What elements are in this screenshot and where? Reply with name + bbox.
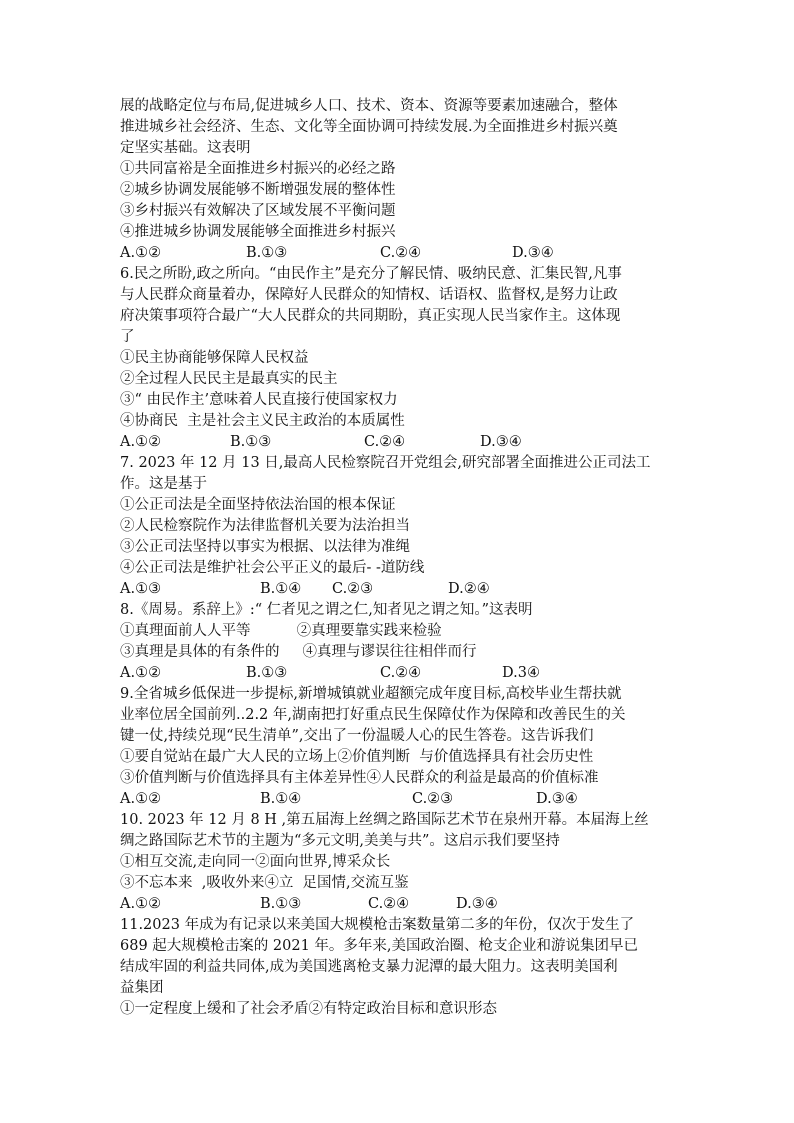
option-d: D.③④ [536, 791, 578, 807]
statement-row: ①相互交流,走向同一②面向世界,博采众长 [120, 854, 391, 870]
option-b: B.①④ [260, 581, 302, 597]
question-7-line: 7. 2023 年 12 月 13 日,最高人民检察院召开党组会,研究部署全面推进公正司法工 [120, 455, 651, 471]
statement-1: ①共同富裕是全面推进乡村振兴的必经之路 [120, 161, 396, 177]
option-a: A.①② [120, 896, 162, 912]
option-a: A.①③ [120, 581, 162, 597]
statement-2: ②人民检察院作为法律监督机关要为法治担当 [120, 518, 410, 534]
statement-2: ②城乡协调发展能够不断增强发展的整体性 [120, 182, 396, 198]
statement-1: ①公正司法是全面坚持依法治国的根本保证 [120, 497, 396, 513]
answer-options [120, 663, 680, 683]
answer-options [120, 579, 680, 599]
statement-1: ①民主协商能够保障人民权益 [120, 350, 309, 366]
statement-row: ③价值判断与价值选择具有主体差异性④人民群众的利益是最高的价值标准 [120, 770, 599, 786]
statement-row: ①要自觉站在最广大人民的立场上②价值判断 与价值选择具有社会历史性 [120, 749, 594, 765]
option-b: B.①④ [260, 791, 302, 807]
option-d: D.③④ [512, 245, 554, 261]
option-c: C.②③ [412, 791, 454, 807]
answer-options [120, 789, 680, 809]
option-b: B.①③ [246, 245, 288, 261]
option-d: D.③④ [480, 434, 522, 450]
question-6-line: 府决策事项符合最广“大人民群众的共同期盼，真正实现人民当家作主。这体现 [120, 308, 621, 324]
statement-row: ①真理面前人人平等 ②真理要靠实践来检验 [120, 623, 442, 639]
question-7-line: 作。这是基于 [120, 476, 207, 492]
statement-3: ③公正司法坚持以事实为根据、以法律为准绳 [120, 539, 410, 555]
question-11-line: 11.2023 年成为有记录以来美国大规模枪击案数量第二多的年份，仅次于发生了 [120, 917, 635, 933]
option-a: A.①② [120, 245, 162, 261]
statement-row: ③真理是具体的有条件的 ④真理与谬误往往相伴而行 [120, 644, 477, 660]
option-c: C.②④ [380, 245, 422, 261]
option-c: C.②③ [332, 581, 374, 597]
option-d: D.③④ [456, 896, 498, 912]
statement-2: ②全过程人民民主是最真实的民主 [120, 371, 338, 387]
question-10-line: 绸之路国际艺术节的主题为“多元文明,美美与共”。这启示我们要坚持 [120, 833, 560, 849]
intro-line: 推进城乡社会经济、生态、文化等全面协调可持续发展.为全面推进乡村振兴奠 [120, 119, 618, 135]
statement-4: ④协商民 主是社会主义民主政治的本质属性 [120, 413, 405, 429]
option-d: D.②④ [448, 581, 490, 597]
answer-options [120, 432, 680, 452]
statement-row: ③不忘本来 ,吸收外来④立 足国情,交流互鉴 [120, 875, 409, 891]
intro-line: 定坚实基础。这表明 [120, 140, 251, 156]
statement-row: ①一定程度上缓和了社会矛盾②有特定政治目标和意识形态 [120, 1001, 497, 1017]
option-a: A.①② [120, 791, 162, 807]
question-9-line: 业率位居全国前列..2.2 年,湖南把打好重点民生保障仗作为保障和改善民生的关 [120, 707, 626, 723]
option-b: B.①③ [230, 434, 272, 450]
statement-3: ③乡村振兴有效解决了区域发展不平衡问题 [120, 203, 396, 219]
question-6-line: 与人民群众商量着办，保障好人民群众的知情权、话语权、监督权,是努力让政 [120, 287, 618, 303]
option-c: C.②④ [368, 896, 410, 912]
question-6-line: 了 [120, 329, 135, 345]
question-8-line: 8.《周易。系辞上》:“ 仁者见之谓之仁,知者见之谓之知。”这表明 [120, 602, 533, 618]
option-c: C.②④ [380, 665, 422, 681]
question-10-line: 10. 2023 年 12 月 8 H ,第五届海上丝绸之路国际艺术节在泉州开幕。本届海上丝 [120, 812, 649, 828]
answer-options [120, 894, 680, 914]
option-a: A.①② [120, 665, 162, 681]
statement-4: ④公正司法是维护社会公平正义的最后- -道防线 [120, 560, 425, 576]
question-11-line: 689 起大规模枪击案的 2021 年。多年来,美国政治圈、枪支企业和游说集团早已 [120, 938, 639, 954]
intro-line: 展的战略定位与布局,促进城乡人口、技术、资本、资源等要素加速融合，整体 [120, 98, 618, 114]
option-c: C.②④ [364, 434, 406, 450]
question-6-line: 6.民之所盼,政之所向。“由民作主”是充分了解民情、吸纳民意、汇集民智,凡事 [120, 266, 622, 282]
question-11-line: 益集团 [120, 980, 164, 996]
statement-4: ④推进城乡协调发展能够全面推进乡村振兴 [120, 224, 396, 240]
question-11-line: 结成牢固的利益共同体,成为美国逃离枪支暴力泥潭的最大阻力。这表明美国利 [120, 959, 618, 975]
option-a: A.①② [120, 434, 162, 450]
statement-3: ③“ 由民作主’意味着人民直接行使国家权力 [120, 392, 398, 408]
answer-options [120, 243, 680, 263]
option-d: D.3④ [502, 665, 540, 681]
option-b: B.①③ [260, 896, 302, 912]
question-9-line: 9.全省城乡低保进一步提标,新增城镇就业超额完成年度目标,高校毕业生帮扶就 [120, 686, 622, 702]
question-9-line: 键一仗,持续兑现“民生清单”,交出了一份温暖人心的民生答卷。这告诉我们 [120, 728, 594, 744]
option-b: B.①③ [246, 665, 288, 681]
